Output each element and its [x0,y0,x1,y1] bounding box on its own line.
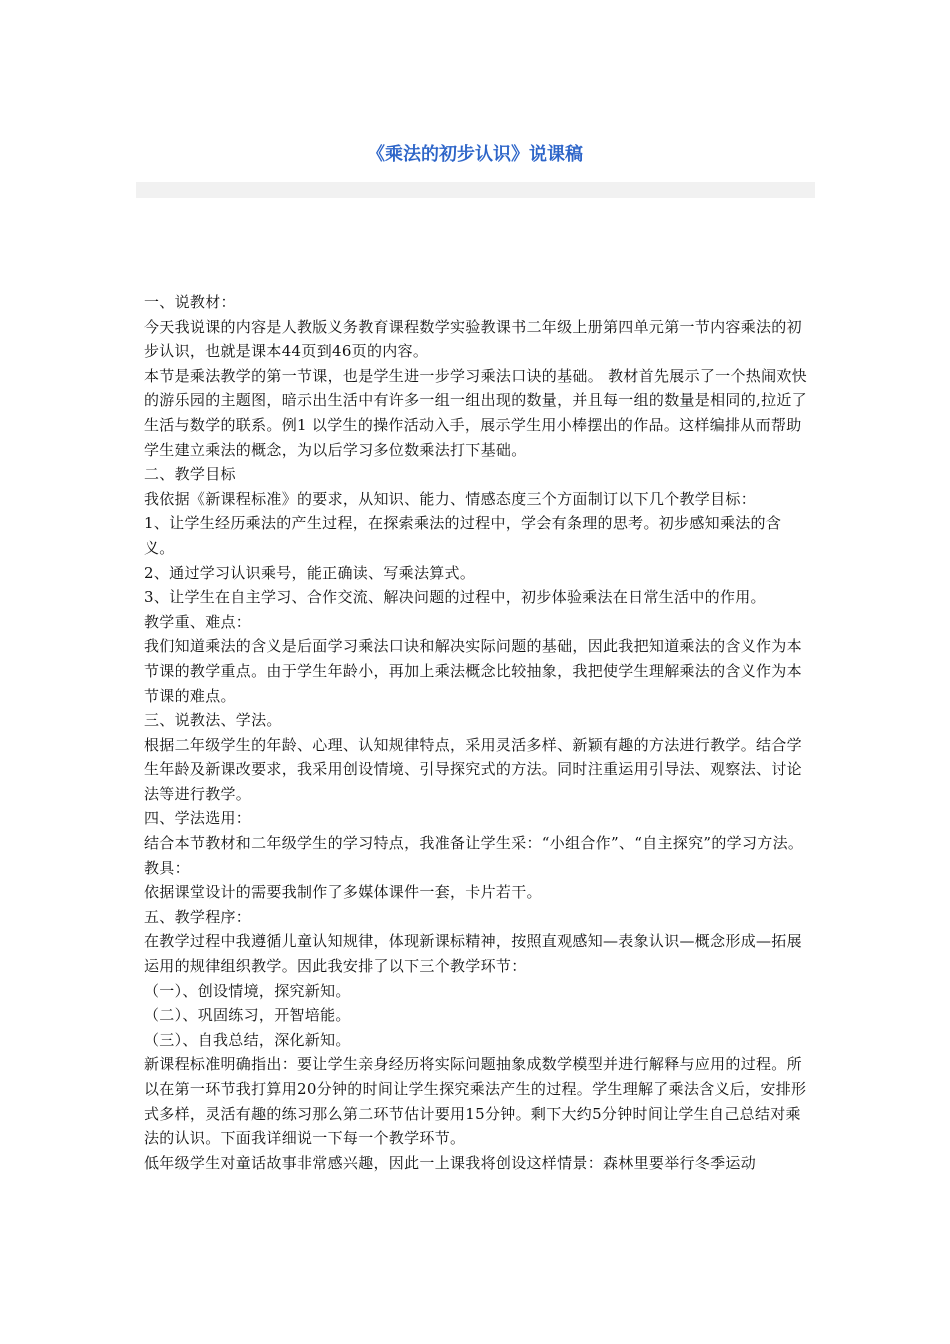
paragraph: 在教学过程中我遵循儿童认知规律，体现新课标精神，按照直观感知—表象认识—概念形成—拓展运用的规律组织教学。因此我安排了以下三个教学环节： [144,932,802,976]
heading-teaching-aids: 教具： [144,858,190,877]
paragraph: 依据课堂设计的需要我制作了多媒体课件一套，卡片若干。 [144,883,542,902]
heading-key-points: 教学重、难点： [144,612,252,631]
paragraph: 本节是乘法教学的第一节课，也是学生进一步学习乘法口诀的基础。 教材首先展示了一个热闹欢快的游乐园的主题图，暗示出生活中有许多一组一组出现的数量，并且每一组的数量是相同的,拉近了生活与数学的联系。例1 以学生的操作活动入手，展示学生用小棒摆出的作品。这样编排从而帮助学生建立乘法的概念，为以后学习多位数乘法打下基础。 [144,366,807,459]
list-item: （三）、自我总结，深化新知。 [144,1030,351,1049]
heading-procedure: 五、教学程序： [144,907,252,926]
paragraph: 根据二年级学生的年龄、心理、认知规律特点，采用灵活多样、新颖有趣的方法进行教学。结合学生年龄及新课改要求，我采用创设情境、引导探究式的方法。同时注重运用引导法、观察法、讨论法等进行教学。 [144,735,802,803]
paragraph: 今天我说课的内容是人教版义务教育课程数学实验教课书二年级上册第四单元第一节内容乘法的初步认识，也就是课本44页到46页的内容。 [144,317,802,361]
list-item: 3、让学生在自主学习、合作交流、解决问题的过程中，初步体验乘法在日常生活中的作用。 [144,588,766,607]
document-title: 《乘法的初步认识》说课稿 [367,144,583,165]
list-item: （二）、巩固练习，开智培能。 [144,1006,351,1025]
heading-methods: 三、说教法、学法。 [144,711,282,730]
heading-textbook: 一、说教材： [144,293,236,311]
list-item: （一）、创设情境，探究新知。 [144,981,351,1000]
paragraph: 我依据《新课程标准》的要求，从知识、能力、情感态度三个方面制订以下几个教学目标： [144,489,757,508]
list-item: 1、让学生经历乘法的产生过程，在探索乘法的过程中，学会有条理的思考。初步感知乘法的含义。 [144,514,782,557]
heading-learning-methods: 四、学法选用： [144,809,252,828]
heading-objectives: 二、教学目标 [144,465,236,484]
paragraph: 结合本节教材和二年级学生的学习特点，我准备让学生采：“小组合作”、“自主探究”的学习方法。 [144,834,804,853]
title-divider-band [136,182,815,198]
paragraph: 低年级学生对童话故事非常感兴趣，因此一上课我将创设这样情景：森林里要举行冬季运动 [144,1153,757,1172]
document-body [144,290,810,1175]
list-item: 2、通过学习认识乘号，能正确读、写乘法算式。 [144,563,476,582]
paragraph: 我们知道乘法的含义是后面学习乘法口诀和解决实际问题的基础，因此我把知道乘法的含义作为本节课的教学重点。由于学生年龄小，再加上乘法概念比较抽象，我把使学生理解乘法的含义作为本节课的难点。 [144,637,802,705]
paragraph: 新课程标准明确指出：要让学生亲身经历将实际问题抽象成数学模型并进行解释与应用的过程。所以在第一环节我打算用20分钟的时间让学生探究乘法产生的过程。学生理解了乘法含义后，安排形式多样，灵活有趣的练习那么第二环节估计要用15分钟。剩下大约5分钟时间让学生自己总结对乘法的认识。下面我详细说一下每一个教学环节。 [144,1055,807,1148]
